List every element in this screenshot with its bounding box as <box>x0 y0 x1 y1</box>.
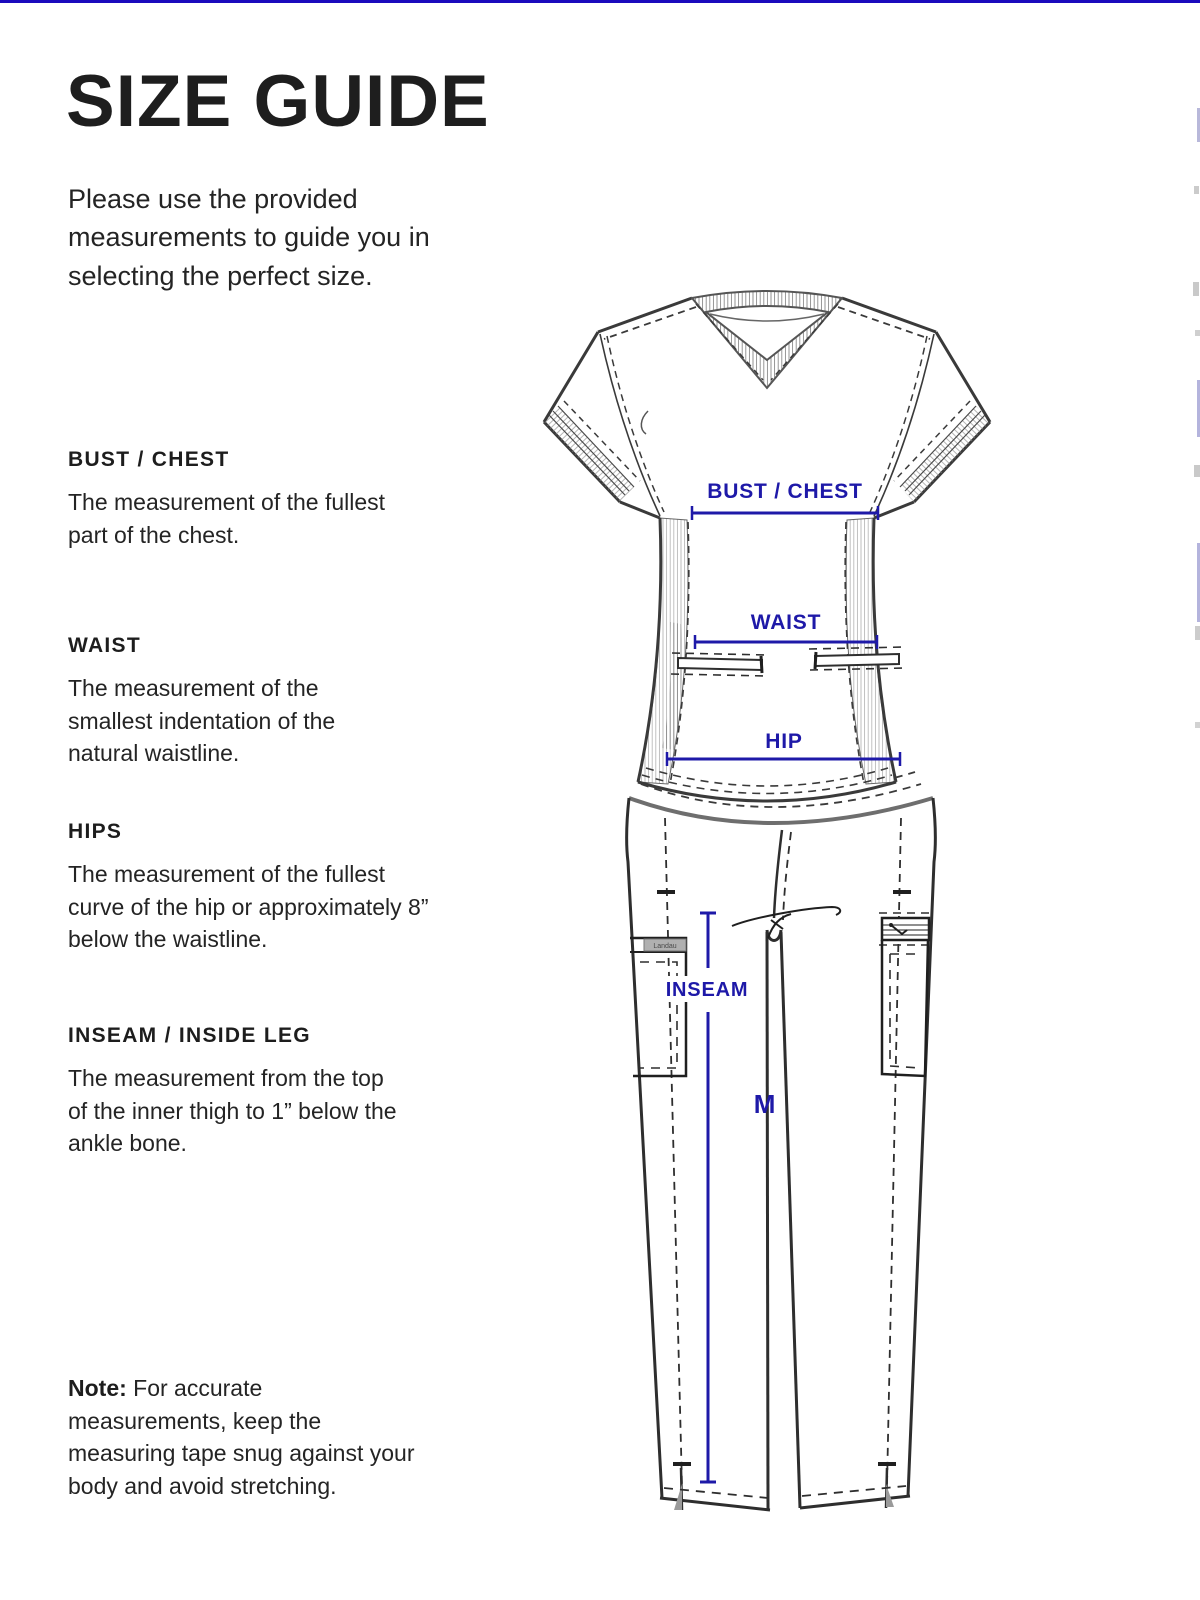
edge-artifact <box>1195 626 1200 640</box>
section-inseam <box>68 1024 400 1160</box>
section-heading: INSEAM / INSIDE LEG <box>68 1024 311 1047</box>
edge-artifact <box>1194 465 1200 477</box>
section-heading: HIPS <box>68 820 123 843</box>
section-bust-chest <box>68 448 393 551</box>
section-waist <box>68 634 393 770</box>
pocket-tag-text: Landau <box>653 943 677 950</box>
waist-label: WAIST <box>750 611 822 634</box>
edge-artifact <box>1195 722 1200 728</box>
section-heading: WAIST <box>68 634 141 657</box>
scrub-pants-drawing <box>627 772 936 1510</box>
section-body: The measurement of the smallest indentation of the natural waistline. <box>68 675 336 767</box>
page-title: SIZE GUIDE <box>66 61 490 142</box>
bust-label: BUST / CHEST <box>707 480 863 503</box>
section-body: The measurement of the fullest part of the chest. <box>68 489 386 548</box>
scrub-top-drawing <box>544 291 990 802</box>
top-accent-border <box>0 0 1200 3</box>
hip-label: HIP <box>765 730 803 753</box>
note-label: Note: <box>68 1375 127 1401</box>
section-body: The measurement from the top of the inner thigh to 1” below the ankle bone. <box>68 1065 397 1157</box>
inseam-label: INSEAM <box>665 979 749 1001</box>
intro-text: Please use the provided measurements to guide you in selecting the perfect size. <box>68 184 430 291</box>
note-body: For accurate measurements, keep the measuring tape snug against your body and avoid stretching. <box>68 1375 415 1499</box>
scrubs-size-diagram <box>510 270 1030 1550</box>
section-hips <box>68 820 440 956</box>
edge-artifact <box>1194 186 1199 194</box>
size-letter-label: M <box>753 1089 777 1119</box>
edge-artifact <box>1195 330 1200 336</box>
edge-artifact <box>1193 282 1199 296</box>
note-text <box>68 1372 423 1503</box>
section-heading: BUST / CHEST <box>68 448 230 471</box>
section-body: The measurement of the fullest curve of the hip or approximately 8” below the waistline. <box>68 861 429 953</box>
